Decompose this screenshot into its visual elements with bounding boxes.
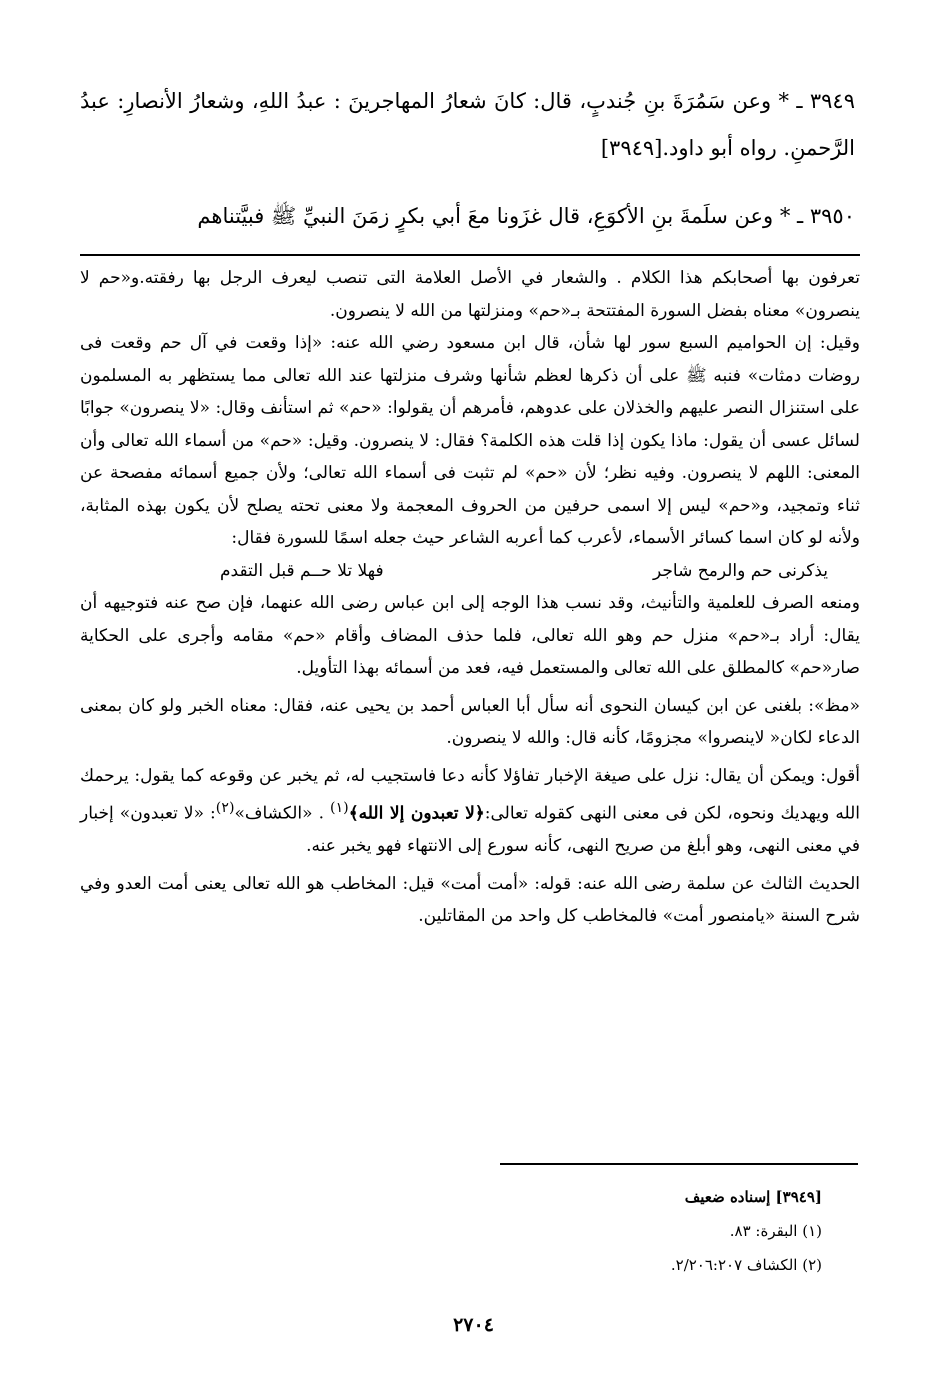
footnote-1: (١) البقرة: ٨٣. — [729, 1222, 822, 1240]
footnote-2: (٢) الكشاف ٢/٢٠٦:٢٠٧. — [670, 1256, 822, 1274]
quran-quote: ﴿لا تعبدون إلا الله﴾ — [348, 803, 485, 824]
verse-first-hemistich: يذكرنى حم والرمح شاجر — [653, 560, 828, 581]
p5-end: : «لا تعبدون» إخبار في معنى النهى، وهو أبلغ من صريح النهى، كأنه سورع إلى الانتهاء فهو يخبر عنه. — [80, 803, 860, 857]
p5-start: أقول: ويمكن أن يقال: نزل على صيغة الإخبار تفاؤلا كأنه دعا فاستجيب له، ثم يخبر عن وقوعه كما يقول: يرحمك الله ويهديك ونحوه، لكن فى معنى النهى كقوله تعالى: — [80, 765, 860, 824]
commentary-paragraph-3: ومنعه الصرف للعلمية والتأنيث، وقد نسب هذا الوجه إلى ابن عباس رضى الله عنهما، فإن صح عنه فتوجيهه أن يقال: أراد بـ«حم» منزل حم وهو الله تعالى، فلما حذف المضاف وأقام «حم» مقامه وأجرى على الحكاية صار«حم» كالمطلق على الله تعالى والمستعمل فيه، فعد من أسمائه بهذا التأويل. — [80, 593, 860, 678]
poetry-verse — [80, 555, 860, 588]
footnote-grading: [٣٩٤٩] إسناده ضعيف — [684, 1188, 822, 1206]
p5-mid: . «الكشاف» — [234, 803, 331, 824]
verse-second-hemistich: فهلا تلا حــم قبل التقدم — [220, 560, 384, 581]
commentary-paragraph-1: تعرفون بها أصحابكم هذا الكلام . والشعار في الأصل العلامة التى تنصب ليعرف الرجل بها رفقته.و«حم لا ينصرون» معناه بفضل السورة المفتتحة بـ«حم» ومنزلتها من الله لا ينصرون. — [80, 268, 860, 321]
commentary — [80, 262, 860, 933]
footnotes — [300, 1180, 822, 1282]
page-number: ٢٧٠٤ — [453, 1314, 494, 1336]
hadith-3949-text: ٣٩٤٩ ـ * وعن سَمُرَةَ بنِ جُندبٍ، قال: كانَ شعارُ المهاجرينَ : عبدُ اللهِ، وشعارُ الأنصارِ: عبدُ الرَّحمنِ. رواه أبو داود.[٣٩٤٩] — [80, 89, 855, 160]
hadith-3950 — [80, 193, 855, 240]
commentary-paragraph-6: الحديث الثالث عن سلمة رضى الله عنه: قوله: «أمت أمت» قيل: المخاطب هو الله تعالى يعنى أمت العدو وفي شرح السنة «يامنصور أمت» فالمخاطب كل واحد من المقاتلين. — [80, 873, 860, 927]
commentary-paragraph-2: وقيل: إن الحواميم السبع سور لها شأن، قال ابن مسعود رضي الله عنه: «إذا وقعت في آل حم وقعت فى روضات دمثات» فنبه ﷺ على أن ذكرها لعظم شأنها وشرف منزلتها عند الله تعالى مما يستظهر به المسلمون على استنزال النصر عليهم والخذلان على عدوهم، فأمرهم أن يقولوا: «حم» ثم استأنف وقال: «لا ينصرون» جوابًا لسائل عسى أن يقول: ماذا يكون إذا قلت هذه الكلمة؟ فقال: لا ينصرون. وقيل: «حم» من أسماء الله تعالى وأن المعنى: اللهم لا ينصرون. وفيه نظر؛ لأن «حم» لم تثبت فى أسماء الله تعالى؛ ولأن جميع أسمائه مفصحة عن ثناء وتمجيد، و«حم» ليس إلا اسمى حرفين من الحروف المعجمة ولا معنى تحته يصلح لأن يكون بهذه المثابة، ولأنه لو كان اسما كسائر الأسماء، لأعرب كما أعربه الشاعر حيث جعله اسمًا للسورة فقال: — [80, 333, 860, 548]
footnote-ref-2: (٢) — [215, 800, 235, 816]
commentary-paragraph-5 — [80, 760, 860, 863]
commentary-divider — [80, 254, 860, 256]
commentary-paragraph-4: «مظ»: بلغنى عن ابن كيسان النحوى أنه سأل أبا العباس أحمد بن يحيى عنه، فقال: معناه الخبر ولو كان بمعنى الدعاء لكان« لاينصروا» مجزومًا، كأنه قال: والله لا ينصرون. — [80, 695, 860, 748]
hadith-3950-text: ٣٩٥٠ ـ * وعن سلَمةَ بنِ الأكوَعِ، قال غزَونا معَ أبي بكرٍ زمَنَ النبيِّ ﷺ فبيَّتناهم — [197, 204, 855, 228]
footnote-ref-1: (١) — [330, 800, 349, 816]
footnotes-divider — [500, 1163, 858, 1165]
hadith-3949 — [80, 78, 855, 172]
